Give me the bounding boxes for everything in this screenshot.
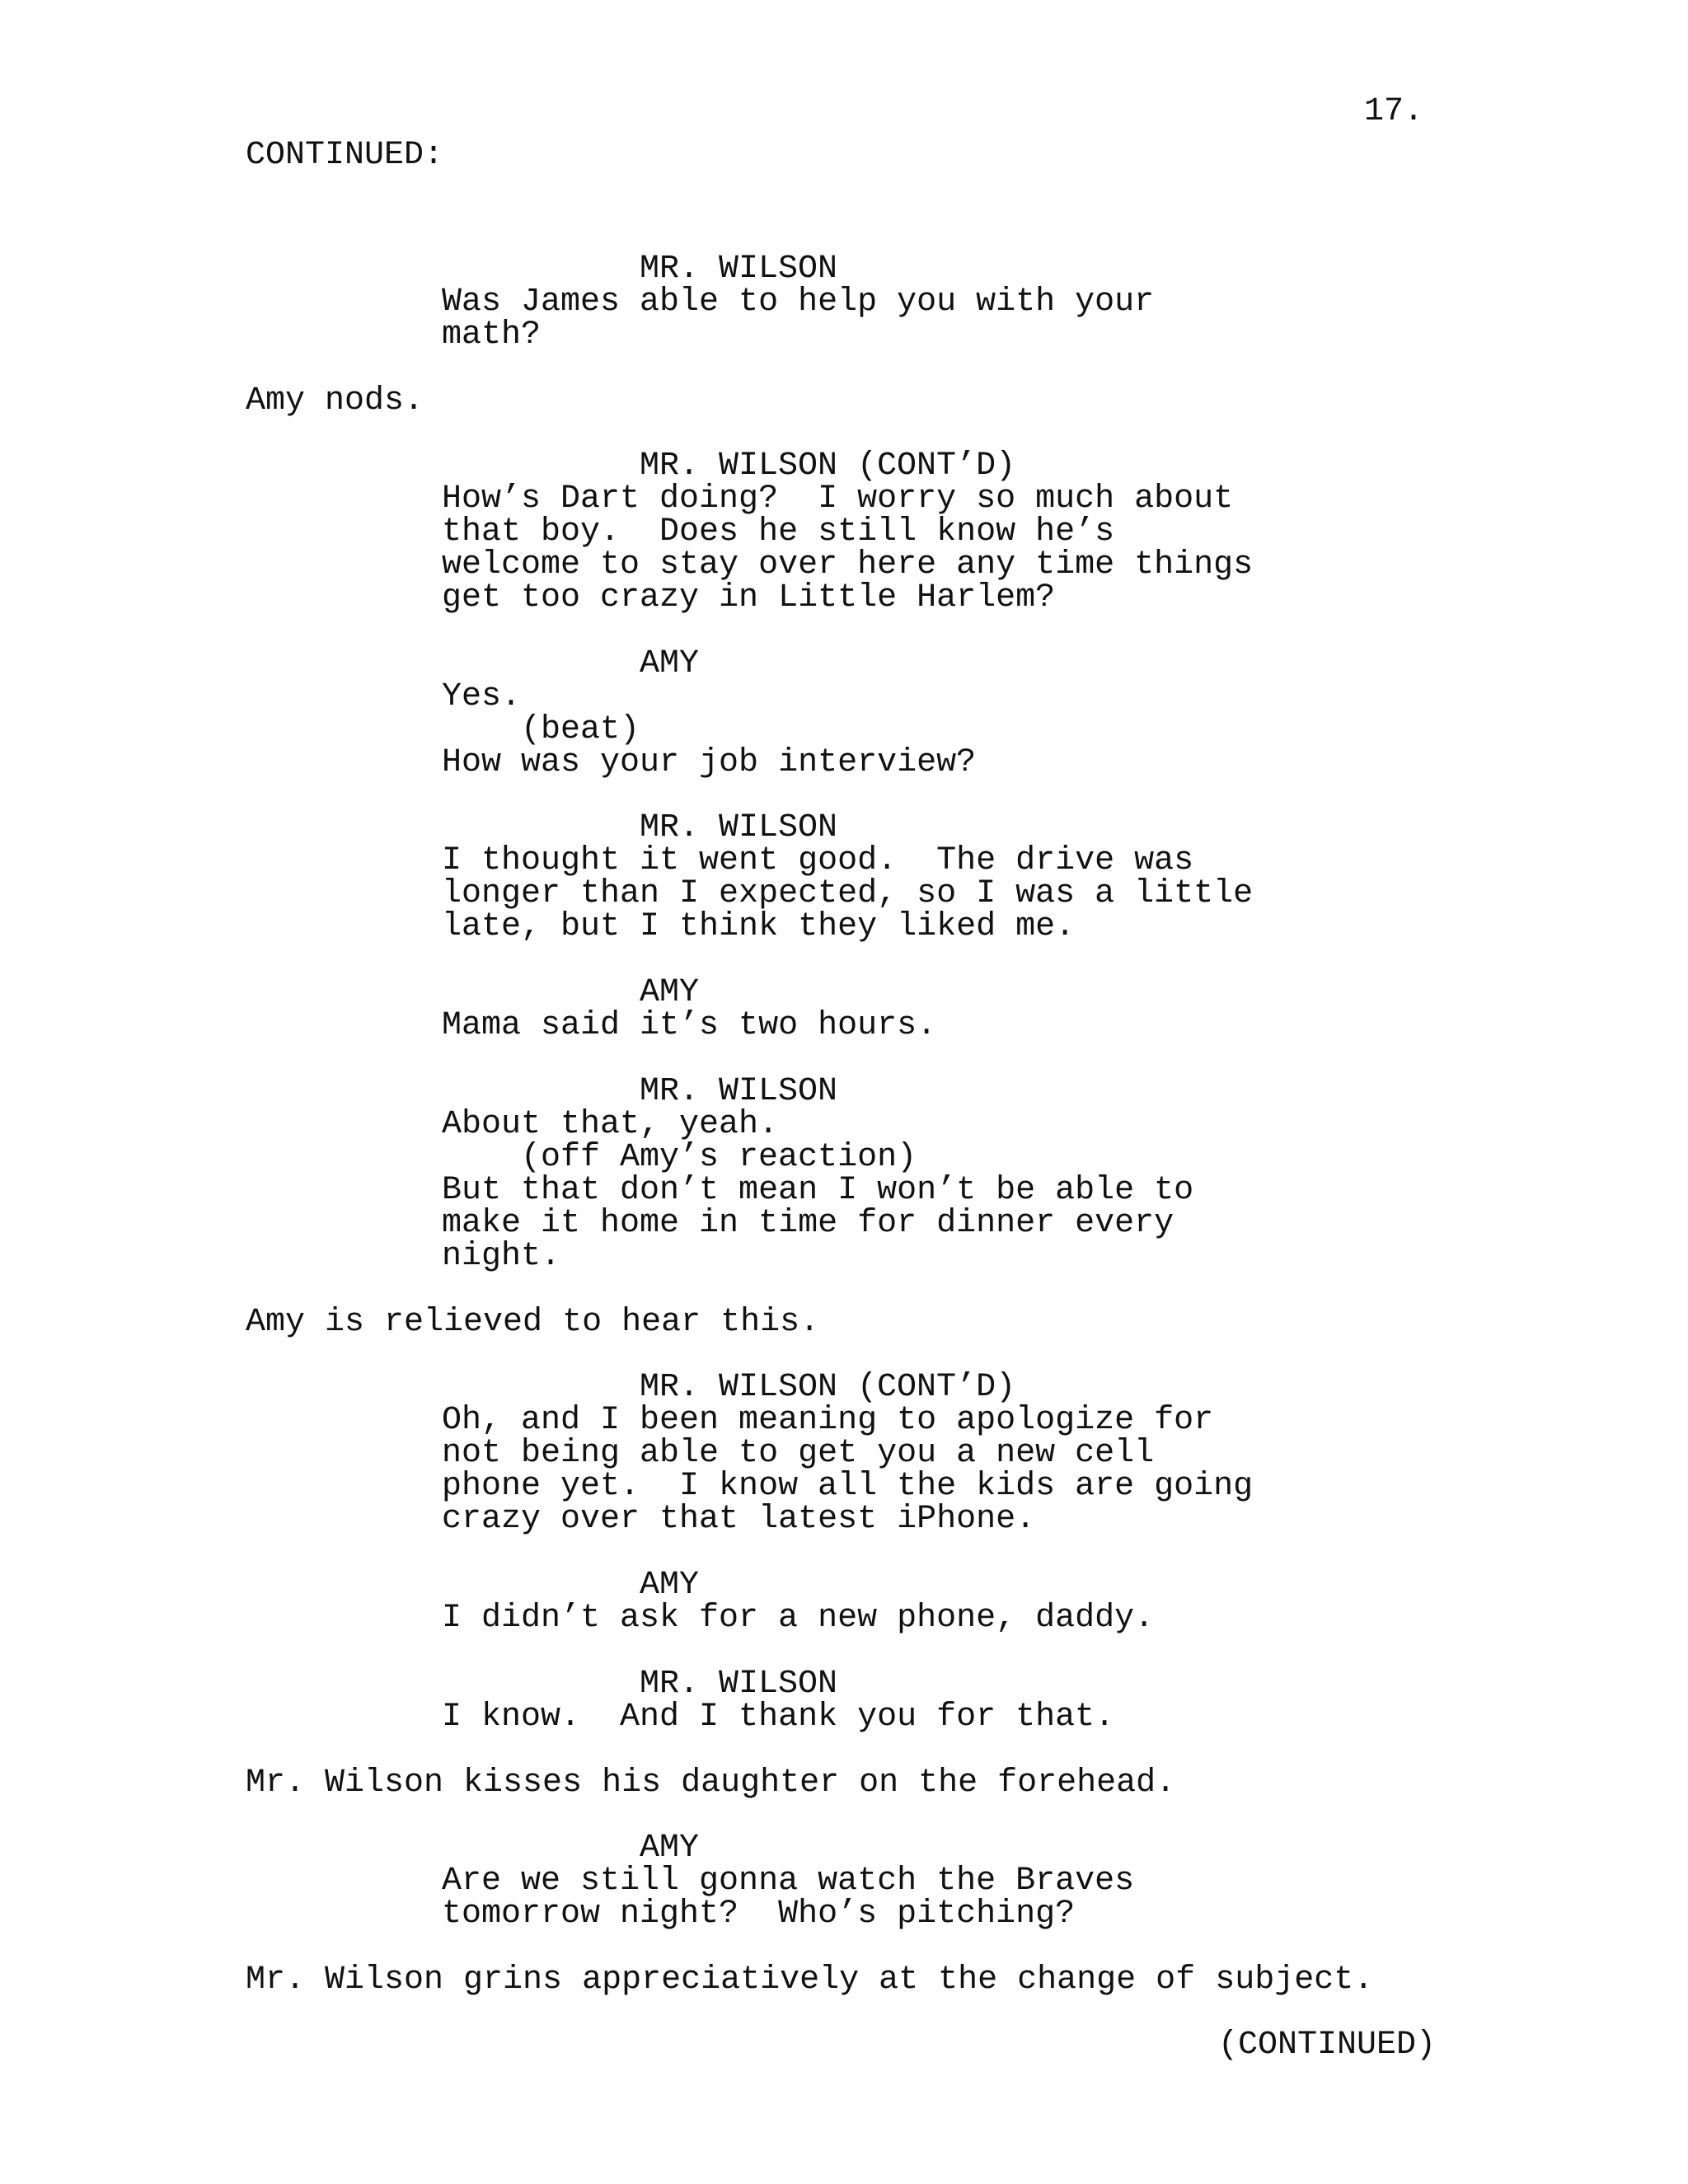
dialogue-line: Are we still gonna watch the Braves bbox=[442, 1863, 1135, 1900]
dialogue-line: not being able to get you a new cell bbox=[442, 1435, 1155, 1472]
dialogue-line: Was James able to help you with your bbox=[442, 284, 1155, 321]
page-number: 17. bbox=[1364, 93, 1424, 130]
continued-header: CONTINUED: bbox=[246, 137, 444, 174]
character-cue: MR. WILSON bbox=[640, 251, 838, 288]
dialogue-line: I thought it went good. The drive was bbox=[442, 842, 1194, 879]
dialogue-line: welcome to stay over here any time things bbox=[442, 546, 1254, 583]
dialogue-line: crazy over that latest iPhone. bbox=[442, 1501, 1036, 1538]
dialogue-line: How was your job interview? bbox=[442, 744, 977, 781]
dialogue-line: math? bbox=[442, 316, 542, 354]
dialogue-line: phone yet. I know all the kids are going bbox=[442, 1468, 1254, 1505]
dialogue-line: night. bbox=[442, 1238, 561, 1275]
character-cue: MR. WILSON (CONT’D) bbox=[640, 448, 1016, 485]
dialogue-line: Oh, and I been meaning to apologize for bbox=[442, 1402, 1214, 1439]
dialogue-line: get too crazy in Little Harlem? bbox=[442, 579, 1056, 616]
dialogue-line: How’s Dart doing? I worry so much about bbox=[442, 480, 1234, 518]
character-cue: AMY bbox=[640, 1567, 700, 1604]
character-cue: AMY bbox=[640, 1830, 700, 1867]
dialogue-line: But that don’t mean I won’t be able to bbox=[442, 1172, 1194, 1209]
dialogue-line: that boy. Does he still know he’s bbox=[442, 513, 1115, 551]
action-line: Mr. Wilson grins appreciatively at the change of subject. bbox=[246, 1961, 1374, 1999]
continued-footer: (CONTINUED) bbox=[1218, 2027, 1437, 2064]
character-cue: MR. WILSON bbox=[640, 1073, 838, 1110]
dialogue-line: Yes. bbox=[442, 678, 522, 715]
dialogue-line: About that, yeah. bbox=[442, 1106, 779, 1143]
dialogue-line: Mama said it’s two hours. bbox=[442, 1007, 937, 1044]
character-cue: MR. WILSON bbox=[640, 1666, 838, 1703]
dialogue-line: late, but I think they liked me. bbox=[442, 908, 1076, 945]
dialogue-line: longer than I expected, so I was a little bbox=[442, 875, 1254, 912]
parenthetical: (beat) bbox=[521, 711, 640, 748]
character-cue: AMY bbox=[640, 645, 700, 682]
dialogue-line: tomorrow night? Who’s pitching? bbox=[442, 1896, 1076, 1933]
character-cue: MR. WILSON bbox=[640, 809, 838, 846]
dialogue-line: I didn’t ask for a new phone, daddy. bbox=[442, 1600, 1155, 1637]
character-cue: AMY bbox=[640, 974, 700, 1011]
parenthetical: (off Amy’s reaction) bbox=[521, 1139, 917, 1176]
dialogue-line: make it home in time for dinner every bbox=[442, 1205, 1175, 1242]
dialogue-line: I know. And I thank you for that. bbox=[442, 1699, 1115, 1736]
character-cue: MR. WILSON (CONT’D) bbox=[640, 1369, 1016, 1406]
action-line: Amy is relieved to hear this. bbox=[246, 1304, 820, 1341]
action-line: Amy nods. bbox=[246, 382, 424, 419]
action-line: Mr. Wilson kisses his daughter on the forehead. bbox=[246, 1765, 1176, 1802]
